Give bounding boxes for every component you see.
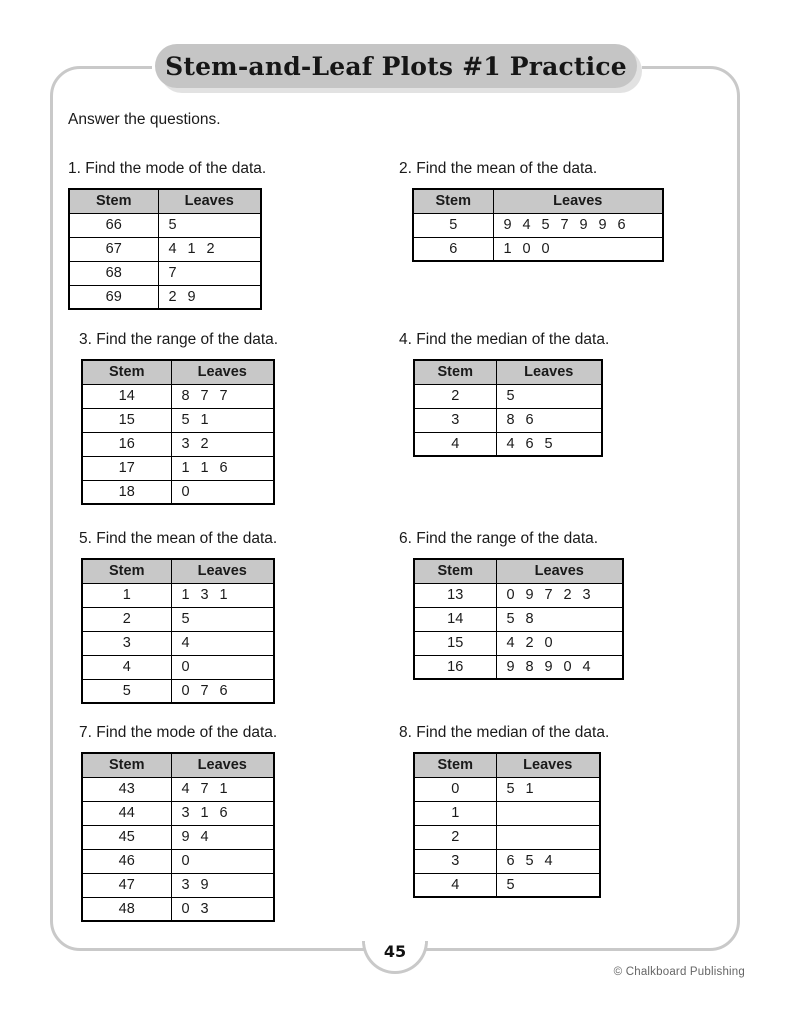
column-header-stem: Stem	[82, 559, 171, 583]
table-row	[82, 384, 274, 408]
column-header-stem: Stem	[414, 753, 496, 777]
leaf-digit: 2	[563, 587, 573, 603]
leaf-digit: 7	[544, 587, 554, 603]
leaves-cell	[496, 432, 602, 456]
leaves-cell	[171, 408, 274, 432]
table-row	[82, 897, 274, 921]
leaves-cell	[496, 655, 623, 679]
table-header-row	[414, 753, 600, 777]
leaf-digit: 1	[181, 587, 191, 603]
table-header-row	[413, 189, 663, 213]
leaf-digit: 7	[219, 388, 229, 404]
leaves-cell	[171, 432, 274, 456]
stem-leaf-table-2	[412, 188, 664, 262]
leaf-digit: 3	[181, 436, 191, 452]
column-header-leaves: Leaves	[158, 189, 261, 213]
table-row	[82, 849, 274, 873]
stem-leaf-table-8	[413, 752, 601, 898]
table-row	[82, 480, 274, 504]
table-row	[82, 408, 274, 432]
table-row	[414, 432, 602, 456]
leaf-digit: 3	[200, 900, 210, 917]
leaves-cell	[496, 801, 600, 825]
table-row	[82, 631, 274, 655]
question-prompt-5: 5. Find the mean of the data.	[79, 530, 278, 547]
leaves-cell	[496, 825, 600, 849]
leaf-digit: 7	[560, 217, 570, 233]
question-prompt-1: 1. Find the mode of the data.	[68, 160, 267, 177]
leaf-digit: 3	[582, 587, 592, 603]
leaf-digit: 7	[200, 781, 210, 797]
table-header-row	[82, 559, 274, 583]
leaves-cell	[171, 583, 274, 607]
page-number: 45	[383, 942, 407, 961]
leaf-digit: 9	[503, 217, 513, 233]
table-row	[69, 261, 261, 285]
table-row	[414, 825, 600, 849]
stem-cell: 15	[82, 408, 171, 432]
leaf-digit: 2	[206, 241, 216, 257]
column-header-stem: Stem	[82, 753, 171, 777]
stem-cell: 67	[69, 237, 158, 261]
leaf-digit: 4	[506, 635, 516, 651]
leaf-digit: 4	[181, 781, 191, 797]
leaf-digit: 8	[525, 658, 535, 675]
leaf-digit: 2	[168, 288, 178, 305]
leaf-digit: 1	[200, 460, 210, 476]
leaf-digit: 0	[544, 635, 554, 651]
leaf-digit: 9	[200, 877, 210, 893]
leaf-digit: 5	[506, 781, 516, 797]
table-row	[82, 801, 274, 825]
leaf-digit: 9	[525, 587, 535, 603]
leaves-cell	[171, 384, 274, 408]
stem-cell: 13	[414, 583, 496, 607]
stem-cell: 66	[69, 213, 158, 237]
question-block-5	[79, 530, 277, 704]
leaves-cell	[171, 655, 274, 679]
question-prompt-8: 8. Find the median of the data.	[399, 724, 610, 741]
leaf-digit: 0	[506, 587, 516, 603]
leaf-digit: 8	[181, 388, 191, 404]
table-row	[414, 849, 600, 873]
question-block-1	[68, 160, 266, 310]
leaf-digit: 4	[200, 829, 210, 845]
question-block-6	[399, 530, 624, 680]
leaf-digit: 9	[579, 217, 589, 233]
table-header-row	[82, 753, 274, 777]
instruction-text: Answer the questions.	[68, 111, 221, 128]
stem-leaf-table-4	[413, 359, 603, 457]
stem-cell: 16	[82, 432, 171, 456]
leaves-cell	[496, 384, 602, 408]
leaf-digit: 1	[200, 805, 210, 821]
column-header-leaves: Leaves	[496, 360, 602, 384]
table-row	[69, 237, 261, 261]
leaf-digit: 6	[219, 460, 229, 476]
question-block-8	[399, 724, 609, 898]
leaf-digit: 7	[168, 265, 178, 281]
leaves-cell	[171, 480, 274, 504]
leaf-digit: 9	[544, 658, 554, 675]
leaf-digit: 0	[181, 853, 191, 869]
question-prompt-4: 4. Find the median of the data.	[399, 331, 610, 348]
leaf-digit: 4	[582, 658, 592, 675]
table-row	[82, 873, 274, 897]
column-header-leaves: Leaves	[496, 753, 600, 777]
stem-cell: 44	[82, 801, 171, 825]
table-row	[82, 825, 274, 849]
table-row	[82, 432, 274, 456]
leaves-cell	[158, 237, 261, 261]
stem-cell: 46	[82, 849, 171, 873]
leaf-digit: 1	[525, 781, 535, 797]
table-row	[414, 801, 600, 825]
table-row	[82, 607, 274, 631]
leaves-cell	[496, 631, 623, 655]
table-row	[414, 655, 623, 679]
leaves-cell	[493, 213, 663, 237]
leaf-digit: 1	[187, 241, 197, 257]
table-row	[82, 583, 274, 607]
leaf-digit: 4	[181, 635, 191, 651]
table-header-row	[82, 360, 274, 384]
leaves-cell	[496, 583, 623, 607]
table-row	[414, 408, 602, 432]
leaf-digit: 0	[181, 682, 191, 699]
leaf-digit: 3	[200, 587, 210, 603]
stem-cell: 14	[82, 384, 171, 408]
leaf-digit: 1	[219, 781, 229, 797]
leaf-digit: 3	[181, 805, 191, 821]
table-body-8	[414, 777, 600, 897]
table-body-1	[69, 213, 261, 309]
leaves-cell	[496, 777, 600, 801]
stem-cell: 1	[82, 583, 171, 607]
leaf-digit: 4	[544, 853, 554, 869]
table-row	[414, 777, 600, 801]
stem-cell: 3	[414, 849, 496, 873]
stem-cell: 14	[414, 607, 496, 631]
leaf-digit: 8	[506, 412, 516, 428]
question-block-4	[399, 331, 609, 457]
leaf-digit: 5	[181, 412, 191, 428]
table-row	[414, 631, 623, 655]
stem-cell: 18	[82, 480, 171, 504]
leaves-cell	[171, 825, 274, 849]
column-header-stem: Stem	[82, 360, 171, 384]
stem-cell: 47	[82, 873, 171, 897]
stem-cell: 0	[414, 777, 496, 801]
leaf-digit: 6	[525, 412, 535, 428]
leaf-digit: 1	[503, 240, 513, 257]
table-header-row	[69, 189, 261, 213]
leaves-cell	[496, 849, 600, 873]
leaves-cell	[171, 631, 274, 655]
leaf-digit: 6	[506, 853, 516, 869]
stem-cell: 2	[414, 825, 496, 849]
leaf-digit: 5	[544, 435, 554, 452]
leaf-digit: 7	[200, 388, 210, 404]
question-prompt-2: 2. Find the mean of the data.	[399, 160, 598, 177]
stem-cell: 2	[414, 384, 496, 408]
stem-cell: 2	[82, 607, 171, 631]
leaf-digit: 4	[168, 241, 178, 257]
stem-cell: 3	[82, 631, 171, 655]
table-header-row	[414, 559, 623, 583]
leaves-cell	[158, 213, 261, 237]
leaf-digit: 7	[200, 682, 210, 699]
leaf-digit: 4	[522, 217, 532, 233]
leaf-digit: 0	[541, 240, 551, 257]
leaf-digit: 5	[181, 611, 191, 627]
stem-cell: 45	[82, 825, 171, 849]
table-row	[82, 777, 274, 801]
leaves-cell	[171, 777, 274, 801]
leaves-cell	[496, 607, 623, 631]
stem-leaf-table-3	[81, 359, 275, 505]
stem-leaf-table-6	[413, 558, 624, 680]
question-prompt-7: 7. Find the mode of the data.	[79, 724, 278, 741]
question-block-7	[79, 724, 277, 922]
table-body-2	[413, 213, 663, 261]
copyright-notice: © Chalkboard Publishing	[613, 966, 745, 978]
leaf-digit: 5	[506, 611, 516, 627]
column-header-stem: Stem	[69, 189, 158, 213]
table-row	[414, 384, 602, 408]
stem-cell: 5	[82, 679, 171, 703]
stem-cell: 4	[82, 655, 171, 679]
stem-leaf-table-7	[81, 752, 275, 922]
stem-cell: 17	[82, 456, 171, 480]
leaf-digit: 0	[181, 483, 191, 500]
table-row	[413, 237, 663, 261]
leaf-digit: 0	[181, 900, 191, 917]
leaves-cell	[171, 897, 274, 921]
leaf-digit: 9	[598, 217, 608, 233]
stem-cell: 5	[413, 213, 493, 237]
table-row	[82, 456, 274, 480]
table-row	[69, 213, 261, 237]
leaf-digit: 4	[506, 435, 516, 452]
stem-cell: 48	[82, 897, 171, 921]
table-row	[82, 679, 274, 703]
question-block-2	[399, 160, 664, 262]
leaf-digit: 2	[200, 436, 210, 452]
stem-leaf-table-5	[81, 558, 275, 704]
column-header-leaves: Leaves	[171, 559, 274, 583]
leaf-digit: 2	[525, 635, 535, 651]
column-header-stem: Stem	[414, 360, 496, 384]
leaf-digit: 6	[219, 682, 229, 699]
table-body-7	[82, 777, 274, 921]
question-prompt-6: 6. Find the range of the data.	[399, 530, 599, 547]
leaves-cell	[496, 408, 602, 432]
leaf-digit: 1	[219, 587, 229, 603]
leaf-digit: 0	[563, 658, 573, 675]
table-row	[413, 213, 663, 237]
column-header-leaves: Leaves	[171, 360, 274, 384]
leaf-digit: 1	[200, 412, 210, 428]
leaf-digit: 5	[525, 853, 535, 869]
leaves-cell	[158, 261, 261, 285]
stem-cell: 4	[414, 873, 496, 897]
leaf-digit: 9	[187, 288, 197, 305]
table-body-3	[82, 384, 274, 504]
stem-cell: 16	[414, 655, 496, 679]
leaf-digit: 5	[506, 876, 516, 893]
leaf-digit: 1	[181, 460, 191, 476]
leaf-digit: 5	[168, 217, 178, 233]
stem-cell: 6	[413, 237, 493, 261]
leaf-digit: 5	[506, 388, 516, 404]
stem-cell: 69	[69, 285, 158, 309]
stem-cell: 1	[414, 801, 496, 825]
column-header-leaves: Leaves	[496, 559, 623, 583]
leaf-digit: 0	[181, 659, 191, 675]
table-body-6	[414, 583, 623, 679]
leaves-cell	[171, 679, 274, 703]
leaves-cell	[171, 849, 274, 873]
stem-cell: 4	[414, 432, 496, 456]
page-title: Stem-and-Leaf Plots #1 Practice	[165, 51, 627, 81]
leaf-digit: 9	[181, 829, 191, 845]
column-header-leaves: Leaves	[171, 753, 274, 777]
leaf-digit: 6	[219, 805, 229, 821]
question-block-3	[79, 331, 278, 505]
question-prompt-3: 3. Find the range of the data.	[79, 331, 279, 348]
table-row	[69, 285, 261, 309]
table-row	[414, 873, 600, 897]
leaves-cell	[496, 873, 600, 897]
leaf-digit: 5	[541, 217, 551, 233]
table-body-5	[82, 583, 274, 703]
stem-cell: 43	[82, 777, 171, 801]
stem-cell: 15	[414, 631, 496, 655]
leaves-cell	[171, 873, 274, 897]
column-header-stem: Stem	[413, 189, 493, 213]
table-row	[414, 607, 623, 631]
column-header-leaves: Leaves	[493, 189, 663, 213]
stem-cell: 68	[69, 261, 158, 285]
leaves-cell	[171, 456, 274, 480]
table-row	[414, 583, 623, 607]
table-header-row	[414, 360, 602, 384]
table-body-4	[414, 384, 602, 456]
leaf-digit: 8	[525, 611, 535, 627]
leaves-cell	[171, 801, 274, 825]
leaf-digit: 3	[181, 877, 191, 893]
leaves-cell	[158, 285, 261, 309]
leaf-digit: 0	[522, 240, 532, 257]
stem-cell: 3	[414, 408, 496, 432]
column-header-stem: Stem	[414, 559, 496, 583]
leaves-cell	[171, 607, 274, 631]
leaves-cell	[493, 237, 663, 261]
leaf-digit: 6	[617, 217, 627, 233]
stem-leaf-table-1	[68, 188, 262, 310]
table-row	[82, 655, 274, 679]
leaf-digit: 6	[525, 435, 535, 452]
leaf-digit: 9	[506, 658, 516, 675]
